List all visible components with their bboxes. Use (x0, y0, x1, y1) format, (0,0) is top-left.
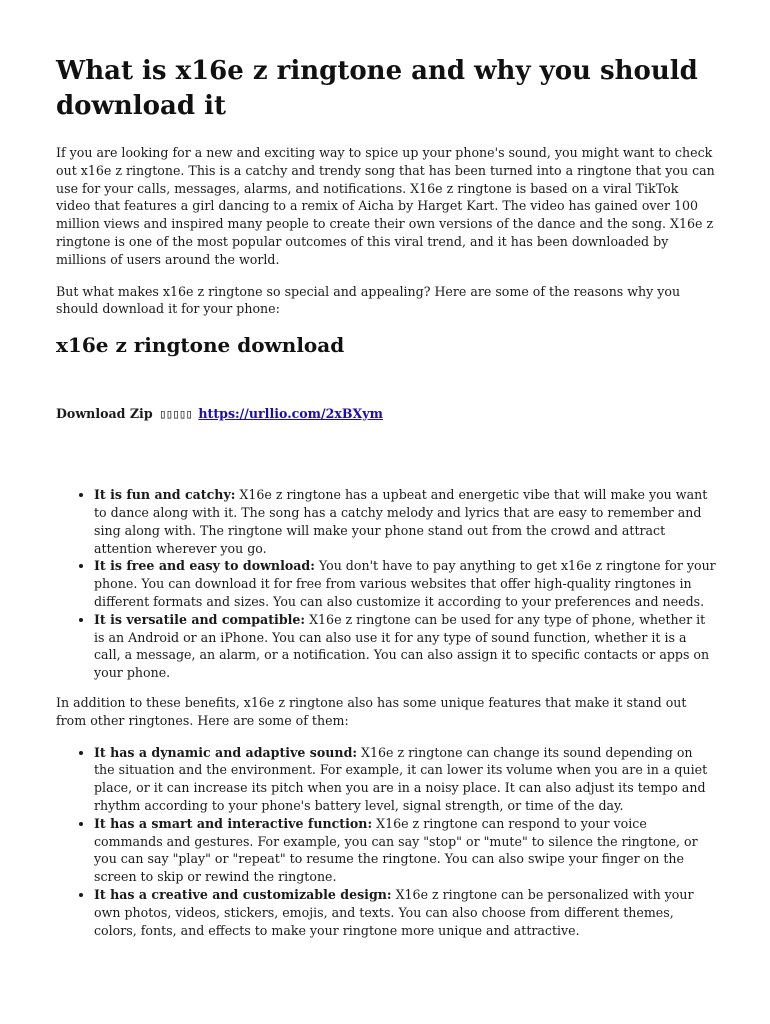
list-item-title: It is fun and catchy: (94, 487, 236, 503)
reasons-list (56, 486, 716, 682)
list-item (94, 611, 716, 682)
list-item (94, 815, 716, 886)
intro-paragraph: If you are looking for a new and exciting way to spice up your phone's sound, you might want to check out x16e z ringtone. This is a catchy and trendy song that has been turned into a ringtone that you can use for your calls, messages, alarms, and notifications. X16e z ringtone is based on a viral TikTok video that features a girl dancing to a remix of Aicha by Harget Kart. The video has gained over 100 million views and inspired many people to create their own versions of the dance and the song. X16e z ringtone is one of the most popular outcomes of this viral trend, and it has been downloaded by millions of users around the world. (56, 145, 715, 267)
list-item-text: X16e z ringtone can be personalized with your own photos, videos, stickers, emojis, and texts. You can also choose from different themes, colors, fonts, and effects to make your ringtone more unique and attractive. (94, 886, 694, 938)
page-title: What is x16e z ringtone and why you should download it (56, 56, 698, 121)
list-item-title: It has a dynamic and adaptive sound: (94, 744, 358, 760)
list-item-title: It is versatile and compatible: (94, 611, 306, 627)
article-body (56, 54, 716, 939)
list-item-title: It has a smart and interactive function: (94, 815, 373, 831)
list-item-title: It is free and easy to download: (94, 558, 315, 574)
list-item (94, 744, 716, 815)
list-item-text: X16e z ringtone can be used for any type of phone, whether it is an Android or an iPhone. You can also use it for any type of sound function, whether it is a call, a message, an alarm, or a notification. You can also assign it to specific contacts or apps on your phone. (94, 611, 710, 681)
list-item (94, 486, 716, 557)
addition-paragraph: In addition to these benefits, x16e z ringtone also has some unique features that make it stand out from other ringtones. Here are some of them: (56, 694, 687, 728)
download-line (56, 405, 716, 423)
features-list (56, 744, 716, 940)
question-paragraph: But what makes x16e z ringtone so special and appealing? Here are some of the reasons why you should download it for your phone: (56, 283, 681, 317)
download-heading: x16e z ringtone download (56, 333, 345, 358)
list-item-text: X16e z ringtone has a upbeat and energetic vibe that will make you want to dance along with it. The song has a catchy melody and lyrics that are easy to remember and sing along with. The ringtone will make your phone stand out from the crowd and attract attention wherever you go. (94, 487, 708, 556)
missing-glyphs: ▯▯▯▯▯ (159, 406, 192, 422)
list-item (94, 886, 716, 939)
list-item (94, 557, 716, 610)
list-item-text: X16e z ringtone can respond to your voice commands and gestures. For example, you can say "stop" or "mute" to silence the ringtone, or you can say "play" or "repeat" to resume the ringtone. You can also swipe your finger on the screen to skip or rewind the ringtone. (94, 815, 698, 885)
download-label: Download Zip (56, 406, 153, 422)
download-link[interactable]: https://urllio.com/2xBXym (198, 406, 383, 422)
list-item-text: You don't have to pay anything to get x16e z ringtone for your phone. You can download it for free from various websites that offer high-quality ringtones in different formats and sizes. You can also customize it according to your preferences and needs. (94, 558, 716, 609)
list-item-text: X16e z ringtone can change its sound depending on the situation and the environment. For example, it can lower its volume when you are in a quiet place, or it can increase its pitch when you are in a noisy place. It can also adjust its tempo and rhythm according to your phone's battery level, signal strength, or time of the day. (94, 744, 708, 813)
list-item-title: It has a creative and customizable design: (94, 886, 392, 902)
